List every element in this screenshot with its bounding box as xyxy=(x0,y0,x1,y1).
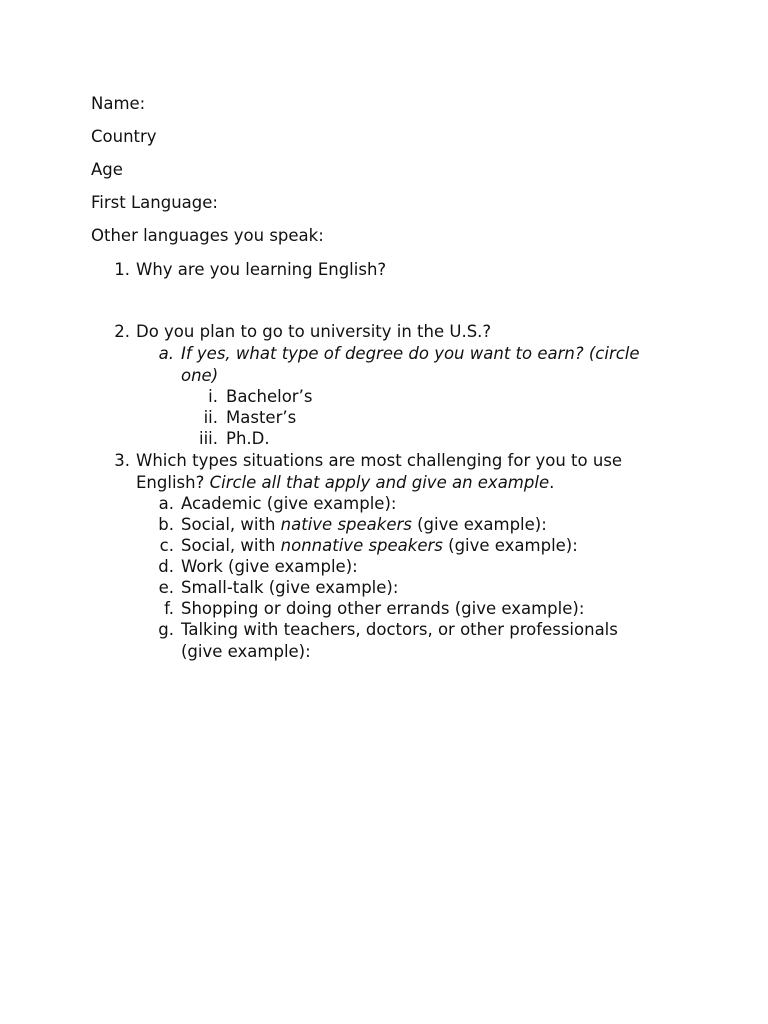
subitem-small-talk: Small-talk (give example): xyxy=(181,578,399,597)
question-number: 2. xyxy=(114,322,130,341)
subitem-text: (give example): xyxy=(442,536,578,555)
subitem-professionals: Talking with teachers, doctors, or other professionals xyxy=(181,620,618,639)
subitem-social-nonnative xyxy=(181,536,578,556)
subitem-marker: g. xyxy=(158,620,174,639)
subquestion-marker: a. xyxy=(158,344,174,363)
subitem-text: Social, with xyxy=(181,515,281,534)
subitem-marker: f. xyxy=(164,599,174,618)
first-language-field-label: First Language: xyxy=(91,193,218,212)
option-marker: ii. xyxy=(203,408,218,427)
option-masters: Master’s xyxy=(226,408,297,427)
subitem-emphasis: native speakers xyxy=(280,515,412,534)
subquestion-text: If yes, what type of degree do you want to earn? (circle xyxy=(181,344,640,363)
subitem-emphasis: nonnative speakers xyxy=(280,536,443,555)
question-text-suffix: . xyxy=(549,473,555,492)
subitem-text: (give example): xyxy=(411,515,547,534)
option-marker: iii. xyxy=(199,429,218,448)
subitem-marker: a. xyxy=(158,494,174,513)
country-field-label: Country xyxy=(91,127,157,146)
subitem-marker: e. xyxy=(158,578,174,597)
subitem-shopping: Shopping or doing other errands (give example): xyxy=(181,599,585,618)
question-instruction: Circle all that apply and give an example xyxy=(209,473,550,492)
subitem-work: Work (give example): xyxy=(181,557,358,576)
question-number: 3. xyxy=(114,451,130,470)
question-text: Why are you learning English? xyxy=(136,260,387,279)
option-phd: Ph.D. xyxy=(226,429,270,448)
question-number: 1. xyxy=(114,260,130,279)
option-marker: i. xyxy=(208,387,218,406)
other-languages-field-label: Other languages you speak: xyxy=(91,226,324,245)
subitem-marker: c. xyxy=(159,536,174,555)
subitem-professionals-continued: (give example): xyxy=(181,642,311,661)
question-text: Which types situations are most challenging for you to use xyxy=(136,451,623,470)
question-text-prefix: English? xyxy=(136,473,210,492)
name-field-label: Name: xyxy=(91,94,146,113)
age-field-label: Age xyxy=(91,160,123,179)
question-text: Do you plan to go to university in the U.S.? xyxy=(136,322,492,341)
subitem-marker: d. xyxy=(158,557,174,576)
subquestion-text-continued: one) xyxy=(181,366,219,385)
option-bachelors: Bachelor’s xyxy=(226,387,313,406)
question-text-continued xyxy=(136,473,554,493)
subitem-marker: b. xyxy=(158,515,174,534)
subitem-text: Social, with xyxy=(181,536,281,555)
subitem-academic: Academic (give example): xyxy=(181,494,397,513)
subitem-social-native xyxy=(181,515,547,535)
